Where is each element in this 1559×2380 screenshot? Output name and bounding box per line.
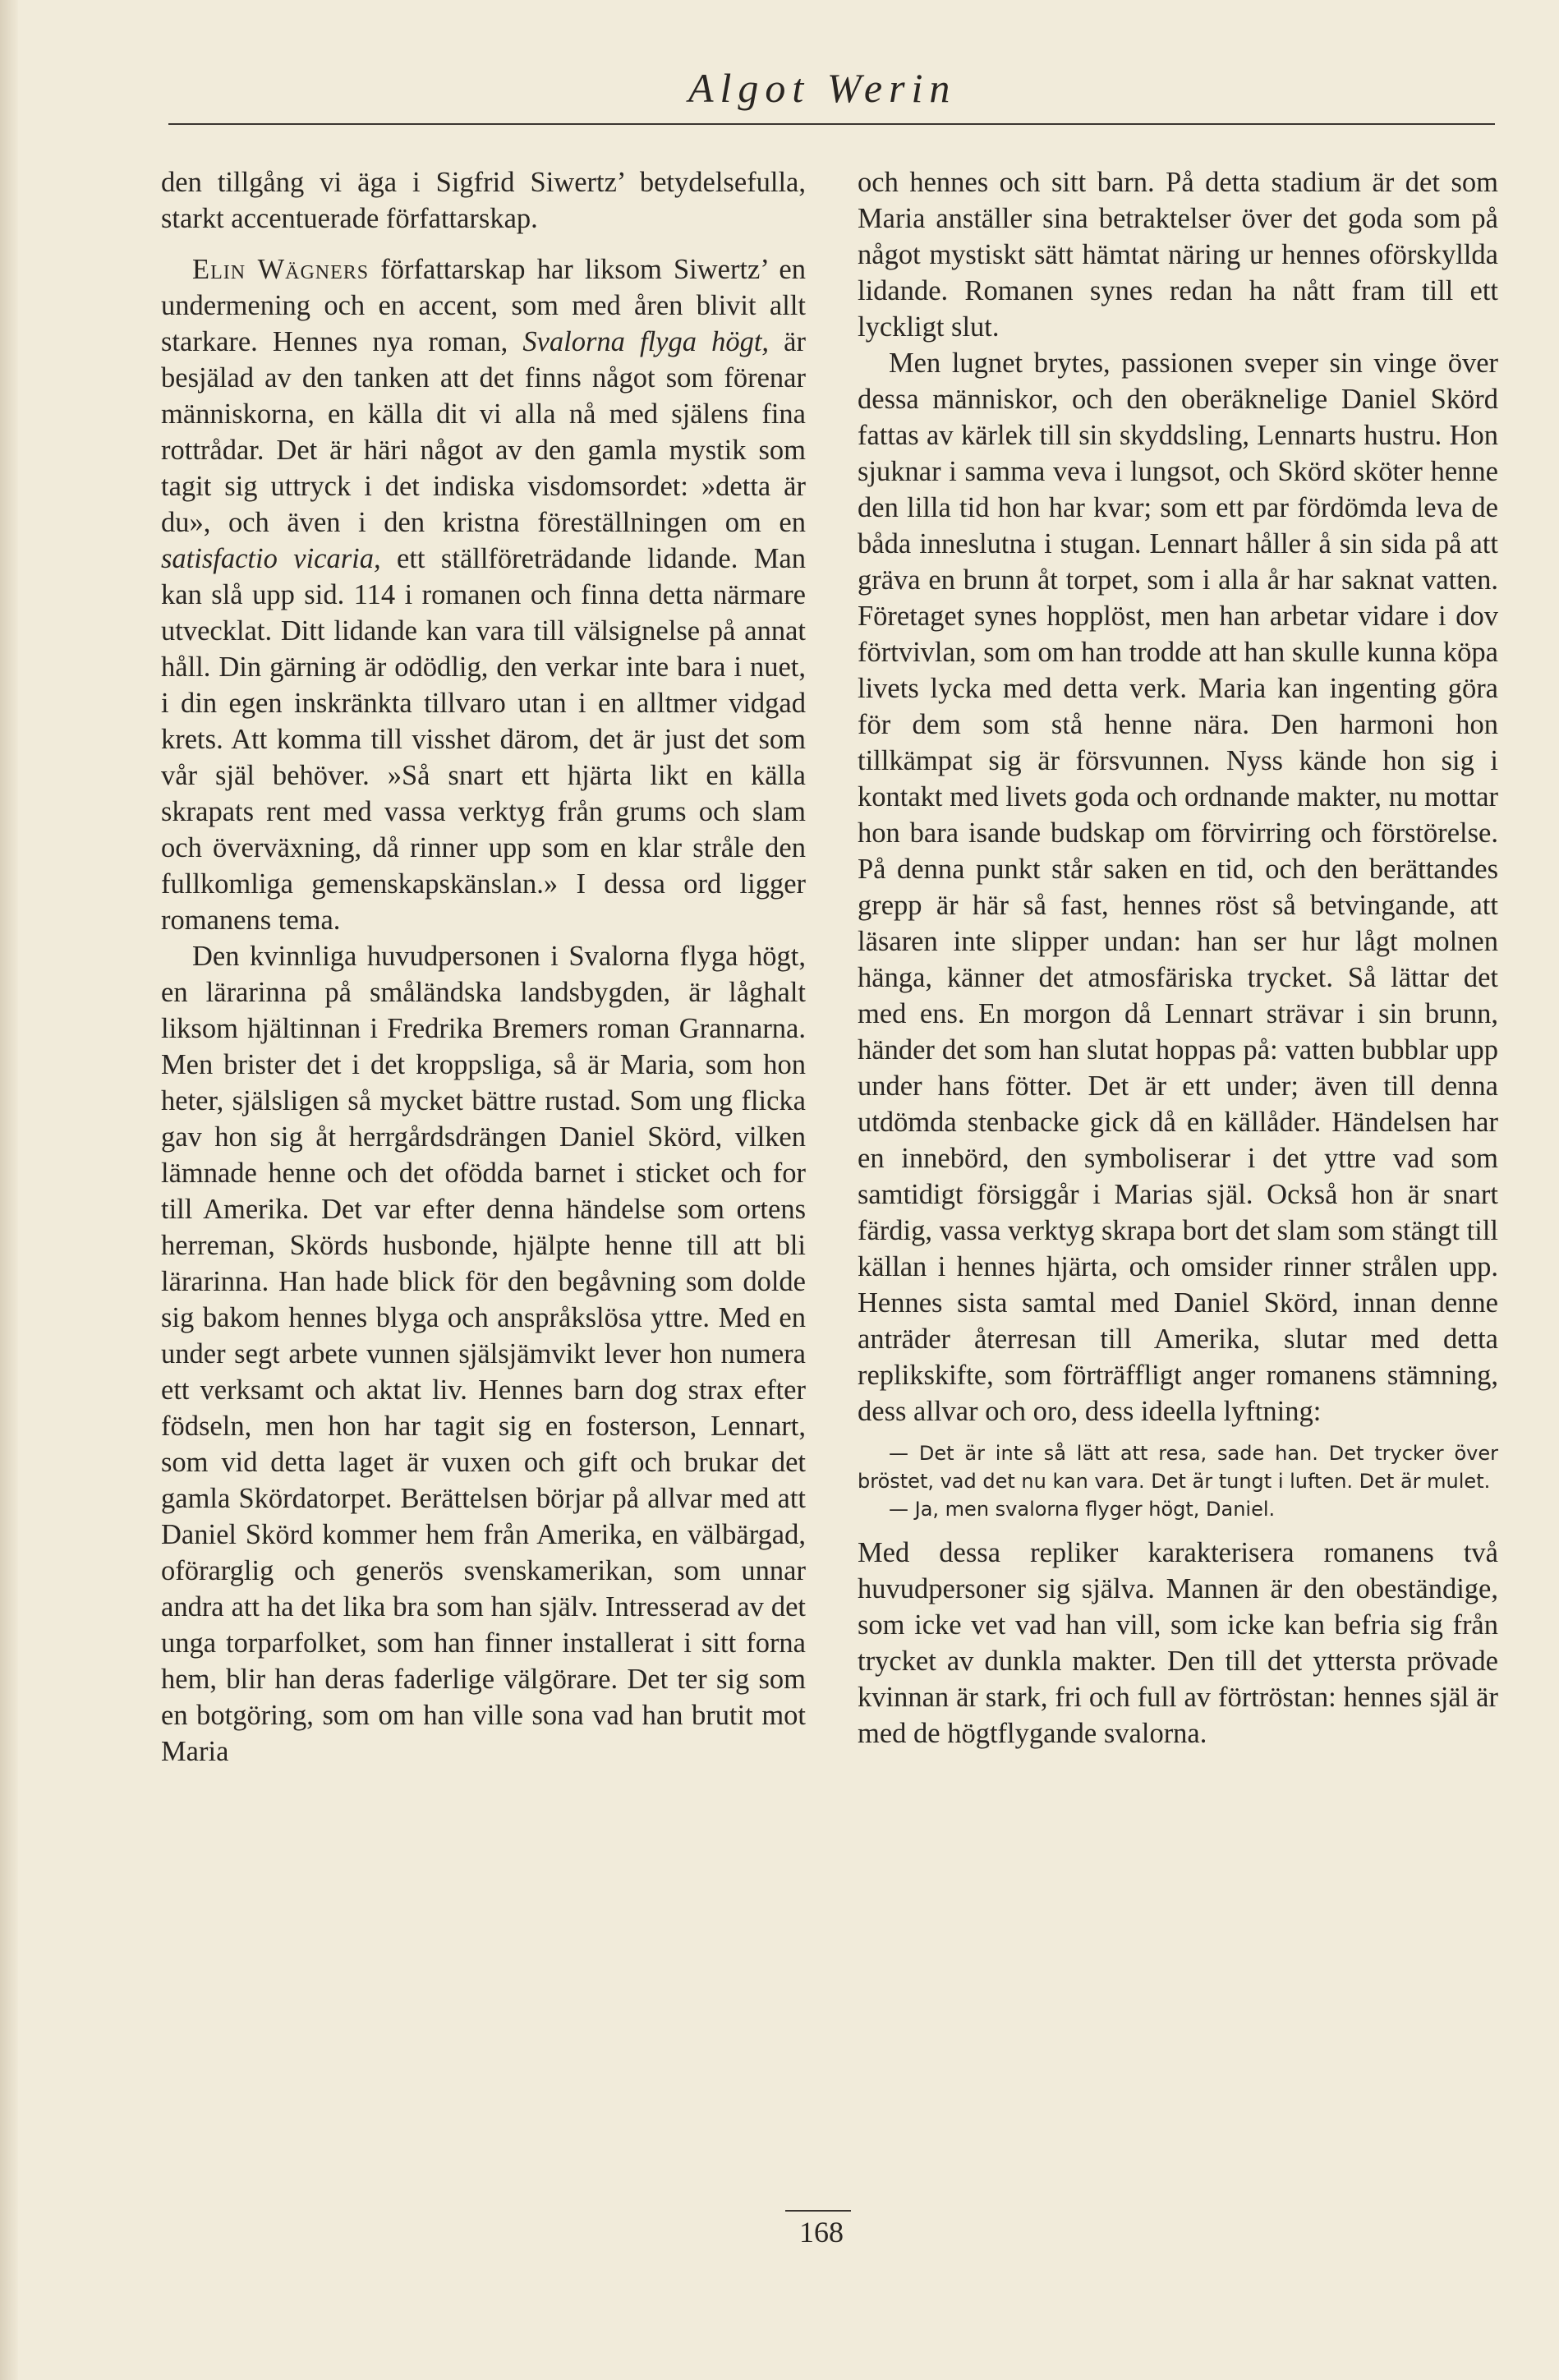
running-head: Algot Werin <box>688 65 957 111</box>
left-paragraph-2-part-b: är besjälad av den tanken att det finns något som förenar människorna, en källa dit vi alla nå med själens fina rottrådar. Det är häri något av den gamla mystik som tagit sig uttryck i det indiska visdomsordet: »detta är du», och även i den kristna föreställningen om en <box>161 326 806 538</box>
left-paragraph-2-part-c: ett ställföreträdande lidande. Man kan slå upp sid. 114 i romanen och finna detta närmare utvecklat. Ditt lidande kan vara till välsignelse på annat håll. Din gärning är odödlig, den verkar inte bara i nuet, i din egen inskränkta tillvaro utan i en alltmer vidgad krets. Att komma till visshet därom, det är just det som vår själ behöver. »Så snart ett hjärta likt en källa skrapats rent med vassa verktyg från grums och slam och överväxning, då rinner upp som en klar stråle den fullkomliga gemenskapskänslan.» I dessa ord ligger romanens tema. <box>161 543 806 936</box>
author-name-smallcaps: Elin Wägners <box>192 254 370 285</box>
left-paragraph-2-part-a: författarskap har liksom Siwertz’ en undermening och en accent, som med åren blivit allt starkare. Hennes nya roman, <box>161 254 806 357</box>
right-paragraph-2: Men lugnet brytes, passionen sveper sin vinge över dessa människor, och den oberäknelige Daniel Skörd fattas av kärlek till sin skyddsling, Lennarts hustru. Hon sjuknar i samma veva i lungsot, och Skörd sköter henne den lilla tid hon har kvar; som ett par fördömda leva de båda inneslutna i stugan. Lennart håller å sin sida på att gräva en brunn åt torpet, som i alla år har saknat vatten. Företaget synes hopplöst, men han arbetar vidare i dov förtvivlan, som om han trodde att han skulle kunna köpa livets lycka med detta verk. Maria kan ingenting göra för dem som stå henne nära. Den harmoni hon tillkämpat sig är försvunnen. Nyss kände hon sig i kontakt med livets goda och ordnande makter, nu mottar hon bara isande budskap om förvirring och förstörelse. På denna punkt står saken en tid, och den berättandes grepp är här så fast, hennes röst så betvingande, att läsaren inte slipper undan: han ser hur lågt molnen hänga, känner det atmosfäriska trycket. Så lättar det med ens. En morgon då Lennart strävar i sin brunn, händer det som han slutat hoppas på: vatten bubblar upp under hans fötter. Det är ett under; även till denna utdömda stenbacke gick då en källåder. Händelsen har en innebörd, den symboliserar i det yttre vad som samtidigt försiggår i Marias själ. Också hon är snart färdig, vassa verktyg skrapa bort det slam som stängt till källan i hennes hjärta, och omsider rinner strålen upp. Hennes sista samtal med Daniel Skörd, innan denne anträder återresan till Amerika, slutar med detta replikskifte, som förträffligt anger romanens stämning, dess allvar och oro, dess ideella lyftning: <box>858 348 1498 1427</box>
latin-phrase-italic: satisfactio vicaria, <box>161 543 381 574</box>
novel-title-italic: Svalorna flyga högt, <box>522 326 770 357</box>
dialogue-block <box>858 1439 1498 1523</box>
dialogue-line-1: — Det är inte så lätt att resa, sade han. Det trycker över bröstet, vad det nu kan vara. Det är tungt i luften. Det är mulet. <box>858 1442 1498 1493</box>
page-edge-shadow <box>0 0 18 2380</box>
left-column <box>161 164 806 1770</box>
dialogue-line-2: — Ja, men svalorna flyger högt, Daniel. <box>889 1498 1276 1521</box>
header-rule <box>168 123 1495 125</box>
page-number-rule <box>785 2210 851 2212</box>
right-paragraph-3: Med dessa repliker karakterisera romanens två huvudpersoner sig själva. Mannen är den obeständige, som icke vet vad han vill, som icke kan befria sig från trycket av dunkla makter. Den till det yttersta prövade kvinnan är stark, fri och full av förtröstan: hennes själ är med de högtflygande svalorna. <box>858 1537 1498 1749</box>
left-paragraph-1: den tillgång vi äga i Sigfrid Siwertz’ betydelsefulla, starkt accentuerade författarskap. <box>161 167 806 234</box>
left-paragraph-3: Den kvinnliga huvudpersonen i Svalorna flyga högt, en lärarinna på småländska landsbygden, är låghalt liksom hjältinnan i Fredrika Bremers roman Grannarna. Men brister det i det kroppsliga, så är Maria, som hon heter, själsligen så mycket bättre rustad. Som ung flicka gav hon sig åt herrgårdsdrängen Daniel Skörd, vilken lämnade henne och det ofödda barnet i sticket och for till Amerika. Det var efter denna händelse som ortens herreman, Skörds husbonde, hjälpte henne till att bli lärarinna. Han hade blick för den begåvning som dolde sig bakom hennes blyga och anspråkslösa yttre. Med en under segt arbete vunnen själsjämvikt lever hon numera ett verksamt och aktat liv. Hennes barn dog strax efter födseln, men hon har tagit sig en fosterson, Lennart, som vid detta laget är vuxen och gift och brukar det gamla Skördatorpet. Berättelsen börjar på allvar med att Daniel Skörd kommer hem från Amerika, en välbärgad, oförarglig och generös svenskamerikan, som unnar andra att ha det lika bra som han själv. Intresserad av det unga torparfolket, som han finner installerat i sitt forna hem, blir han deras faderlige välgörare. Det ter sig som en botgöring, som om han ville sona vad han brutit mot Maria <box>161 941 806 1767</box>
left-paragraph-2 <box>161 251 806 938</box>
right-column <box>858 164 1498 1752</box>
right-paragraph-1: och hennes och sitt barn. På detta stadium är det som Maria anställer sina betraktelser över det goda som på något mystiskt sätt hämtat näring ur hennes oförskyllda lidande. Romanen synes redan ha nått fram till ett lyckligt slut. <box>858 167 1498 343</box>
page-number: 168 <box>799 2216 844 2249</box>
